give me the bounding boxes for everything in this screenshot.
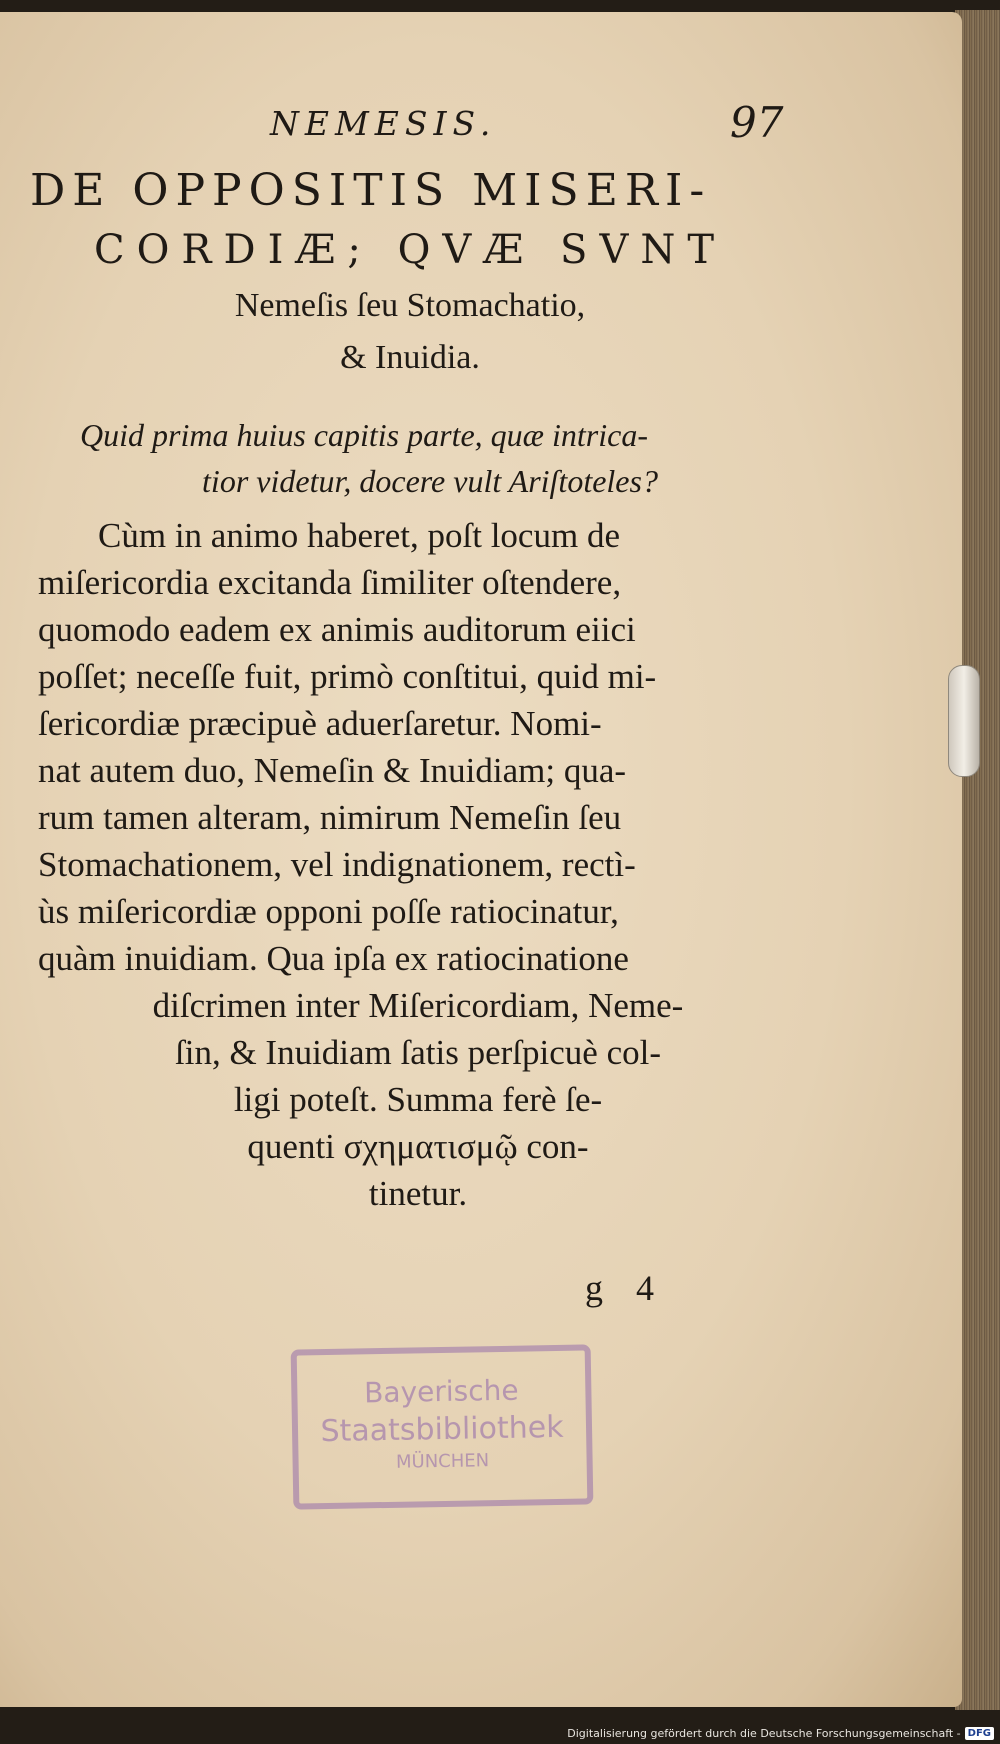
question-heading (80, 412, 780, 504)
page-clip (948, 665, 980, 777)
title-line-4: & Inuidia. (340, 339, 480, 376)
body-line: tinetur. (368, 1174, 468, 1213)
body-line: ligi poteſt. Summa ferè ſe- (233, 1080, 603, 1119)
body-text (38, 512, 798, 1217)
body-line: ſericordiæ præcipuè aduerſaretur. Nomi- (38, 704, 602, 743)
title-line-1: DE OPPOSITIS MISERI- (30, 165, 712, 216)
body-line: Stomachationem, vel indignationem, rectì- (38, 845, 636, 884)
question-line-1: Quid prima huius capitis parte, quæ intrica- (80, 417, 648, 453)
body-line: quenti σχηματισμῷ con- (247, 1127, 589, 1166)
body-line: rum tamen alteram, nimirum Nemeſin ſeu (38, 798, 622, 837)
body-line: quomodo eadem ex animis auditorum eiici (38, 610, 636, 649)
question-line-2: tior videtur, docere vult Ariſtoteles? (202, 463, 658, 499)
stamp-line-3: MÜNCHEN (395, 1450, 490, 1473)
stamp-line-1: Bayerische (363, 1373, 519, 1410)
dfg-logo-icon: DFG (965, 1727, 994, 1740)
signature-mark: g 4 (585, 1268, 666, 1308)
book-page (0, 12, 962, 1707)
body-line: ùs miſericordiæ opponi poſſe ratiocinatur, (38, 892, 619, 931)
body-line: ſin, & Inuidiam ſatis perſpicuè col- (175, 1033, 661, 1072)
body-line: diſcrimen inter Miſericordiam, Neme- (152, 986, 684, 1025)
body-line: Cùm in animo haberet, poſt locum de (98, 516, 620, 555)
running-head: NEMESIS. (270, 104, 497, 143)
page-number: 97 (730, 98, 784, 147)
title-line-2: CORDIÆ; QVÆ SVNT (93, 227, 727, 273)
chapter-title (30, 162, 790, 384)
body-line: poſſet; neceſſe fuit, primò conſtitui, quid mi- (38, 657, 657, 696)
library-stamp (291, 1344, 594, 1509)
footer-credit (567, 1727, 994, 1740)
body-line: nat autem duo, Nemeſin & Inuidiam; qua- (38, 751, 627, 790)
stamp-line-2: Staatsbibliothek (320, 1409, 564, 1450)
body-line: quàm inuidiam. Qua ipſa ex ratiocinatione (38, 939, 629, 978)
title-line-3: Nemeſis ſeu Stomachatio, (234, 287, 586, 324)
footer-text: Digitalisierung gefördert durch die Deutsche Forschungsgemeinschaft - (567, 1727, 961, 1740)
body-line: miſericordia excitanda ſimiliter oſtendere, (38, 563, 622, 602)
